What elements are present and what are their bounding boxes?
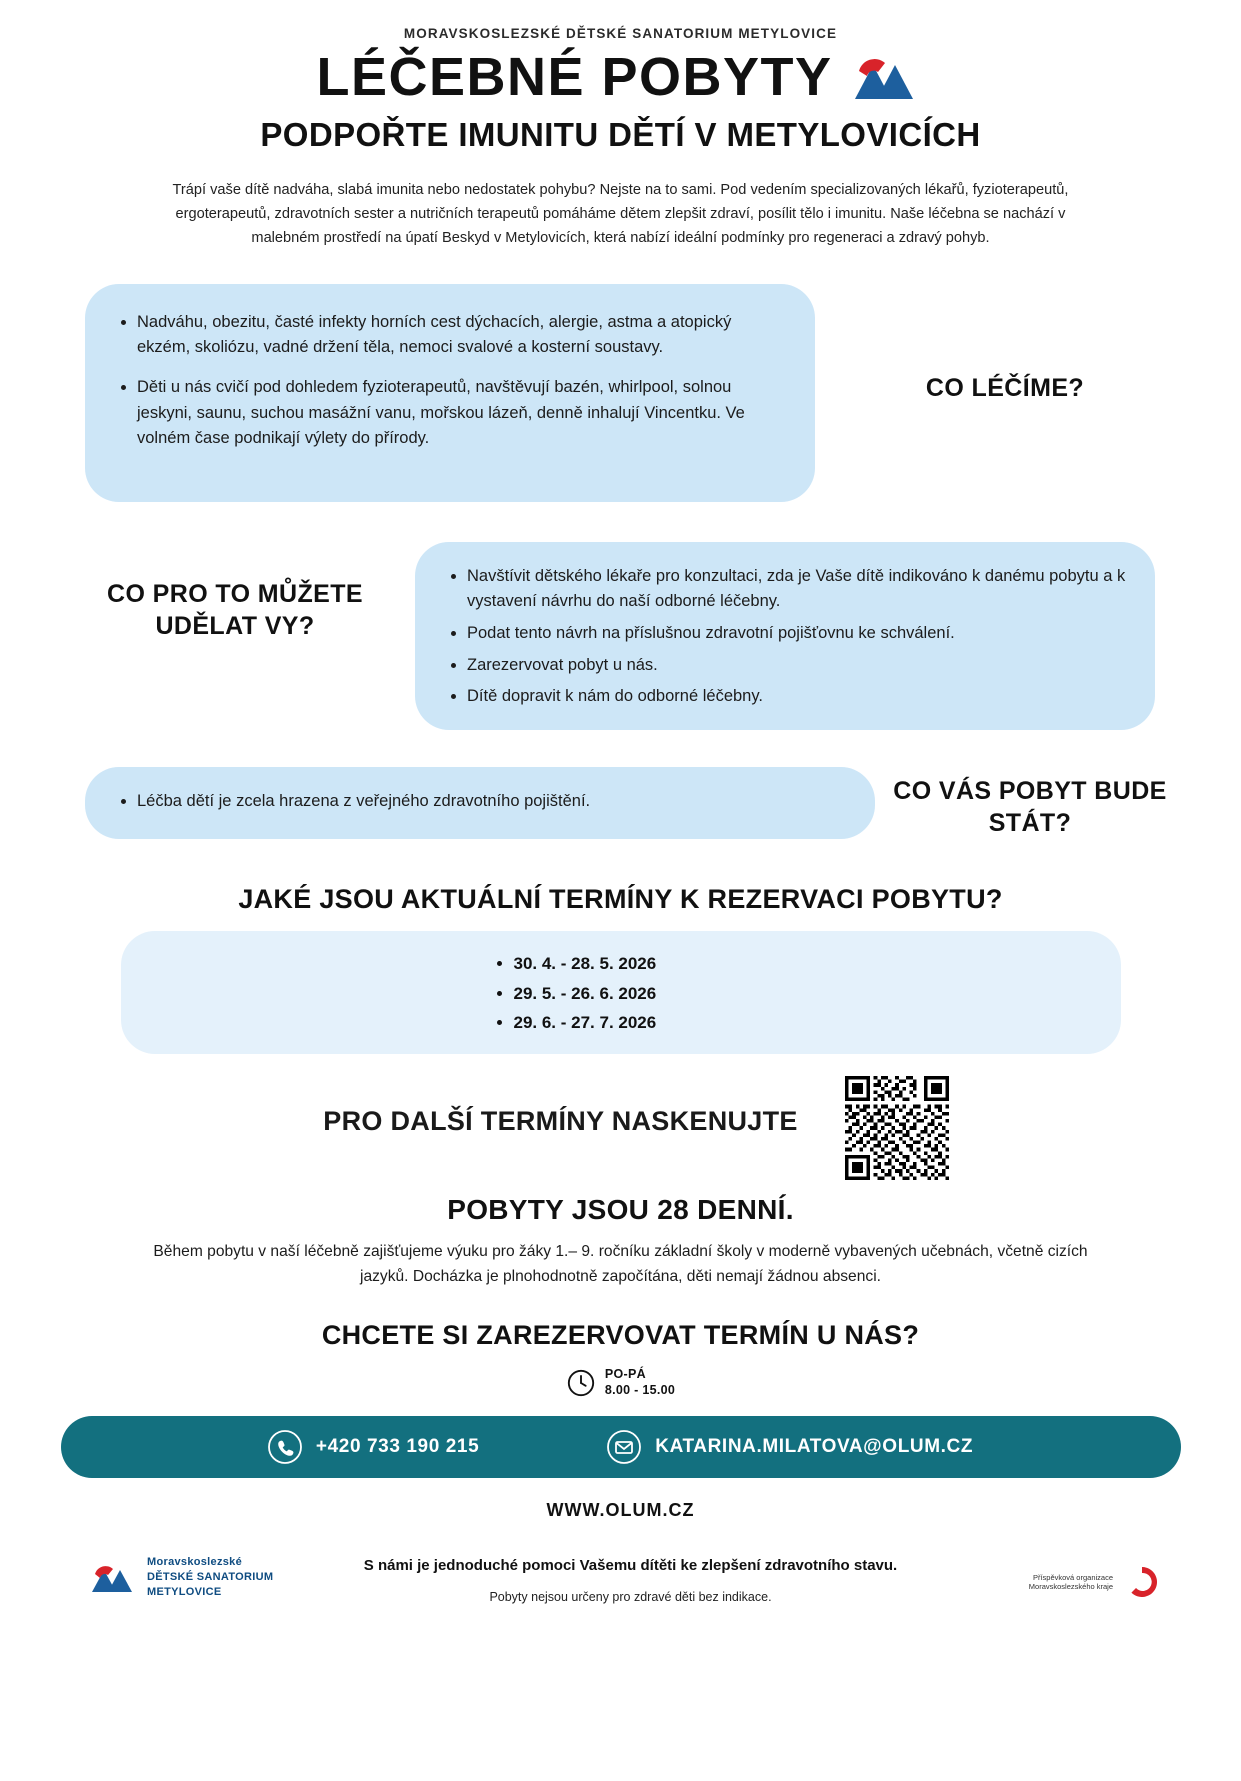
terms-bubble bbox=[121, 931, 1121, 1054]
phone-number: +420 733 190 215 bbox=[315, 1436, 480, 1458]
list-item: • 29. 5. - 26. 6. 2026 bbox=[514, 979, 746, 1009]
footer-right bbox=[1029, 1561, 1163, 1603]
footer-center bbox=[260, 1557, 1001, 1604]
page-subtitle: PODPOŘTE IMUNITU DĚTÍ V METYLOVICÍCH bbox=[260, 115, 981, 153]
list-item: • 30. 4. - 28. 5. 2026 bbox=[514, 949, 746, 979]
list-item: • Děti u nás cvičí pod dohledem fyzioterapeutů, navštěvují bazén, whirlpool, solnou jeskyni, saunu, suchou masážní vanu, mořskou lázeň, denně inhalují Vincentku. Ve volném čase podnikají výlety do přírody. bbox=[137, 375, 781, 452]
poster-page bbox=[0, 26, 1241, 1781]
price-list bbox=[111, 789, 851, 815]
list-item: • Navštívit dětského lékaře pro konzultaci, zda je Vaše dítě indikováno k danému pobytu a k vystavení návrhu do naší odborné léčebny. bbox=[467, 564, 1127, 615]
list-item: • 29. 6. - 27. 7. 2026 bbox=[514, 1008, 746, 1038]
website-url[interactable]: WWW.OLUM.CZ bbox=[546, 1500, 695, 1521]
footer-logo-line-3: METYLOVICE bbox=[147, 1585, 222, 1598]
footer-note: Pobyty nejsou určeny pro zdravé děti bez indikace. bbox=[489, 1590, 772, 1605]
envelope-icon bbox=[607, 1430, 641, 1464]
hours-time: 8.00 - 15.00 bbox=[604, 1382, 676, 1397]
terms-heading: JAKÉ JSOU AKTUÁLNÍ TERMÍNY K REZERVACI POBYTU? bbox=[238, 883, 1003, 914]
price-bubble bbox=[85, 767, 875, 839]
footer-tagline: S námi je jednoduché pomoci Vašemu dítěti ke zlepšení zdravotního stavu. bbox=[363, 1557, 898, 1575]
email-address: KATARINA.MILATOVA@OLUM.CZ bbox=[655, 1436, 974, 1458]
you-bubble bbox=[415, 542, 1155, 730]
treat-heading: CO LÉČÍME? bbox=[925, 373, 1085, 402]
intro-paragraph: Trápí vaše dítě nadváha, slabá imunita nebo nedostatek pohybu? Nejste na to sami. Pod vedením specializovaných lékařů, fyzioterapeutů, ergoterapeutů, zdravotních sester a nutričních terapeutů pomáháme dětem zlepšit zdraví, posílit tělo i imunitu. Naše léčebna se nachází v malebném prostředí na úpatí Beskyd v Metylovicích, která nabízí ideální podmínky pro regeneraci a zdravý pohyb. bbox=[172, 181, 1069, 246]
section-treat bbox=[0, 284, 1241, 504]
list-item: • Léčba dětí je zcela hrazena z veřejného zdravotního pojištění. bbox=[137, 789, 851, 815]
footer bbox=[0, 1547, 1241, 1657]
list-item: • Zarezervovat pobyt u nás. bbox=[467, 653, 1127, 679]
msk-region-logo-icon bbox=[1121, 1561, 1163, 1603]
qr-code-icon[interactable] bbox=[845, 1076, 949, 1180]
sanatorium-mountain-logo-icon bbox=[847, 51, 925, 103]
page-title: LÉČEBNÉ POBYTY bbox=[316, 47, 833, 107]
phone-icon bbox=[268, 1430, 302, 1464]
region-line-2: Moravskoslezského kraje bbox=[1028, 1582, 1113, 1592]
price-heading: CO VÁS POBYT BUDE STÁT? bbox=[893, 776, 1167, 838]
qr-instruction: PRO DALŠÍ TERMÍNY NASKENUJTE bbox=[323, 1106, 798, 1137]
opening-hours bbox=[0, 1367, 1241, 1398]
reserve-heading: CHCETE SI ZAREZERVOVAT TERMÍN U NÁS? bbox=[321, 1320, 920, 1351]
footer-logo-line-2: DĚTSKÉ SANATORIUM bbox=[147, 1571, 274, 1584]
section-price bbox=[0, 767, 1241, 862]
clock-icon bbox=[566, 1368, 596, 1398]
footer-logo bbox=[88, 1555, 273, 1600]
section-you bbox=[0, 542, 1241, 737]
stay-length-heading: POBYTY JSOU 28 DENNÍ. bbox=[447, 1194, 794, 1226]
list-item: • Dítě dopravit k nám do odborné léčebny. bbox=[467, 684, 1127, 710]
organization-line: MORAVSKOSLEZSKÉ DĚTSKÉ SANATORIUM METYLOVICE bbox=[403, 26, 838, 41]
list-item: • Podat tento návrh na příslušnou zdravotní pojišťovnu ke schválení. bbox=[467, 621, 1127, 647]
terms-list bbox=[496, 949, 746, 1038]
contact-bar bbox=[61, 1416, 1181, 1478]
hours-days: PO-PÁ bbox=[604, 1367, 646, 1382]
you-list bbox=[441, 564, 1127, 710]
title-row bbox=[0, 49, 1241, 106]
treat-list bbox=[111, 310, 781, 452]
list-item: • Nadváhu, obezitu, časté infekty horních cest dýchacích, alergie, astma a atopický ekzém, skoliózu, vadné držení těla, nemoci svalové a kosterní soustavy. bbox=[137, 310, 781, 361]
sanatorium-mountain-logo-small-icon bbox=[88, 1560, 138, 1596]
footer-logo-line-1: Moravskoslezské bbox=[147, 1556, 242, 1569]
you-heading: CO PRO TO MŮŽETE UDĚLAT VY? bbox=[107, 579, 363, 641]
region-line-1: Příspěvková organizace bbox=[1032, 1572, 1113, 1582]
treat-bubble bbox=[85, 284, 815, 502]
phone-contact[interactable] bbox=[268, 1430, 479, 1464]
qr-row bbox=[0, 1076, 1241, 1180]
email-contact[interactable] bbox=[607, 1430, 973, 1464]
school-paragraph: Během pobytu v naší léčebně zajišťujeme výuku pro žáky 1.– 9. ročníku základní školy v moderně vybavených učebnách, včetně cizích jazyků. Docházka je plnohodnotně započítána, děti nemají žádnou absenci. bbox=[153, 1243, 1088, 1286]
